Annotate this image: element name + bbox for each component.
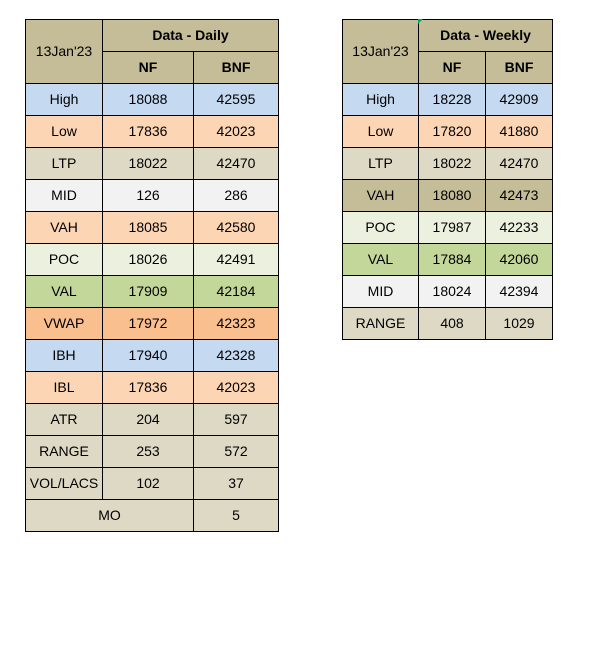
- weekly-nf-cell: 18024: [419, 276, 486, 308]
- daily-nf-cell: 17940: [103, 340, 194, 372]
- weekly-row-vah: [343, 180, 553, 212]
- weekly-bnf-cell: 1029: [486, 308, 553, 340]
- daily-nf-cell: 17836: [103, 372, 194, 404]
- daily-bnf-cell: 42328: [194, 340, 279, 372]
- weekly-label-cell: MID: [343, 276, 419, 308]
- weekly-label-cell: VAH: [343, 180, 419, 212]
- daily-label-cell: LTP: [26, 148, 103, 180]
- daily-label-cell: VWAP: [26, 308, 103, 340]
- daily-label-cell: MID: [26, 180, 103, 212]
- daily-row-val: [26, 276, 279, 308]
- daily-footer-row: [26, 500, 279, 532]
- cell-comment-indicator: [418, 19, 423, 24]
- daily-label-cell: High: [26, 84, 103, 116]
- daily-mo-value-cell: 5: [194, 500, 279, 532]
- daily-nf-header: NF: [103, 52, 194, 84]
- weekly-table-body: [343, 20, 553, 340]
- daily-nf-cell: 204: [103, 404, 194, 436]
- daily-bnf-cell: 572: [194, 436, 279, 468]
- daily-nf-cell: 17836: [103, 116, 194, 148]
- weekly-label-cell: LTP: [343, 148, 419, 180]
- weekly-header-row: [343, 20, 553, 52]
- daily-data-table: [25, 19, 279, 532]
- daily-row-ltp: [26, 148, 279, 180]
- daily-mo-label-cell: MO: [26, 500, 194, 532]
- weekly-row-low: [343, 116, 553, 148]
- daily-header-row: [26, 20, 279, 52]
- daily-bnf-cell: 42470: [194, 148, 279, 180]
- daily-row-vol-lacs: [26, 468, 279, 500]
- daily-row-low: [26, 116, 279, 148]
- daily-nf-cell: 18022: [103, 148, 194, 180]
- daily-row-high: [26, 84, 279, 116]
- weekly-title-cell: Data - Weekly: [419, 20, 553, 52]
- daily-bnf-cell: 42595: [194, 84, 279, 116]
- weekly-label-cell: VAL: [343, 244, 419, 276]
- daily-date-cell: 13Jan'23: [26, 20, 103, 84]
- daily-bnf-cell: 42323: [194, 308, 279, 340]
- daily-table-body: [26, 20, 279, 532]
- weekly-bnf-cell: 42909: [486, 84, 553, 116]
- daily-row-range: [26, 436, 279, 468]
- daily-nf-cell: 18026: [103, 244, 194, 276]
- weekly-row-ltp: [343, 148, 553, 180]
- weekly-nf-cell: 408: [419, 308, 486, 340]
- daily-row-vwap: [26, 308, 279, 340]
- weekly-bnf-header: BNF: [486, 52, 553, 84]
- weekly-label-cell: POC: [343, 212, 419, 244]
- daily-bnf-cell: 42023: [194, 372, 279, 404]
- daily-row-mid: [26, 180, 279, 212]
- daily-nf-cell: 18085: [103, 212, 194, 244]
- daily-bnf-cell: 37: [194, 468, 279, 500]
- daily-label-cell: ATR: [26, 404, 103, 436]
- weekly-bnf-cell: 42470: [486, 148, 553, 180]
- daily-label-cell: IBH: [26, 340, 103, 372]
- weekly-label-cell: RANGE: [343, 308, 419, 340]
- weekly-bnf-cell: 42394: [486, 276, 553, 308]
- weekly-row-mid: [343, 276, 553, 308]
- weekly-nf-header: NF: [419, 52, 486, 84]
- weekly-data-table: [342, 19, 553, 340]
- daily-nf-cell: 17909: [103, 276, 194, 308]
- daily-nf-cell: 253: [103, 436, 194, 468]
- daily-bnf-cell: 42023: [194, 116, 279, 148]
- daily-row-poc: [26, 244, 279, 276]
- daily-row-ibh: [26, 340, 279, 372]
- weekly-nf-cell: 18080: [419, 180, 486, 212]
- weekly-bnf-cell: 42060: [486, 244, 553, 276]
- weekly-row-val: [343, 244, 553, 276]
- daily-label-cell: VOL/LACS: [26, 468, 103, 500]
- daily-label-cell: IBL: [26, 372, 103, 404]
- daily-label-cell: RANGE: [26, 436, 103, 468]
- daily-row-vah: [26, 212, 279, 244]
- daily-nf-cell: 18088: [103, 84, 194, 116]
- weekly-nf-cell: 17884: [419, 244, 486, 276]
- daily-row-ibl: [26, 372, 279, 404]
- weekly-label-cell: High: [343, 84, 419, 116]
- weekly-bnf-cell: 41880: [486, 116, 553, 148]
- daily-label-cell: VAL: [26, 276, 103, 308]
- weekly-row-high: [343, 84, 553, 116]
- daily-label-cell: VAH: [26, 212, 103, 244]
- weekly-nf-cell: 18228: [419, 84, 486, 116]
- weekly-nf-cell: 18022: [419, 148, 486, 180]
- daily-bnf-cell: 42491: [194, 244, 279, 276]
- weekly-nf-cell: 17987: [419, 212, 486, 244]
- weekly-date-cell: 13Jan'23: [343, 20, 419, 84]
- daily-bnf-cell: 42184: [194, 276, 279, 308]
- daily-bnf-cell: 42580: [194, 212, 279, 244]
- weekly-nf-cell: 17820: [419, 116, 486, 148]
- daily-nf-cell: 102: [103, 468, 194, 500]
- daily-nf-cell: 126: [103, 180, 194, 212]
- weekly-row-range: [343, 308, 553, 340]
- daily-label-cell: Low: [26, 116, 103, 148]
- daily-title-cell: Data - Daily: [103, 20, 279, 52]
- daily-bnf-header: BNF: [194, 52, 279, 84]
- daily-label-cell: POC: [26, 244, 103, 276]
- daily-nf-cell: 17972: [103, 308, 194, 340]
- daily-bnf-cell: 286: [194, 180, 279, 212]
- weekly-bnf-cell: 42233: [486, 212, 553, 244]
- weekly-row-poc: [343, 212, 553, 244]
- weekly-label-cell: Low: [343, 116, 419, 148]
- daily-bnf-cell: 597: [194, 404, 279, 436]
- weekly-bnf-cell: 42473: [486, 180, 553, 212]
- daily-row-atr: [26, 404, 279, 436]
